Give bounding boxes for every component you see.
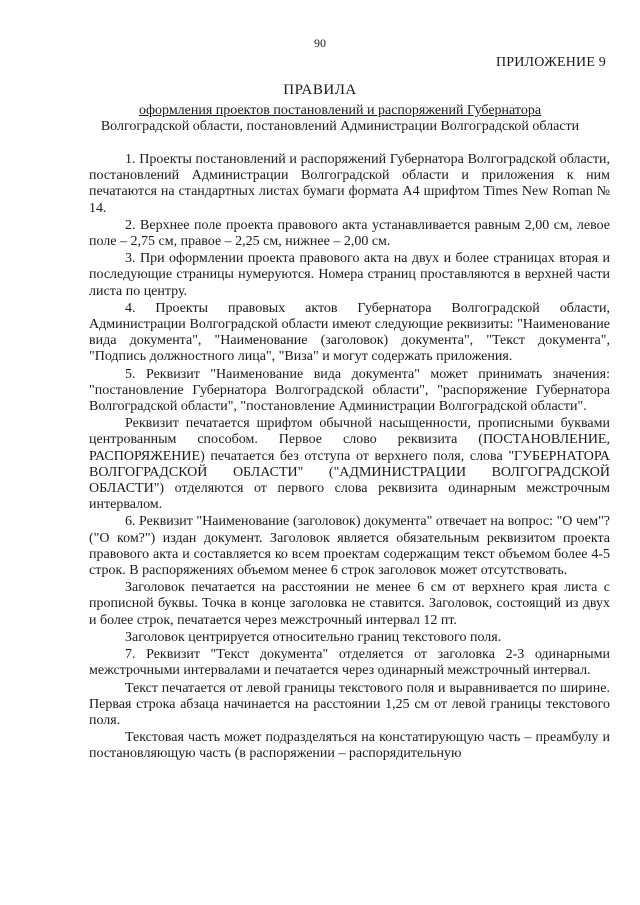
page-number: 90 — [314, 36, 326, 50]
paragraph-7: 6. Реквизит "Наименование (заголовок) документа" отвечает на вопрос: "О чем"? ("О ком?") издан документ. Заголовок является обязательным реквизитом проекта правового акта и составляется ко всем проектам содержащим текст объемом более 4-5 строк. В распоряжениях объемом менее 6 строк заголовок может отсутствовать. — [89, 514, 610, 579]
subtitle-line-2: Волгоградской области, постановлений Администрации Волгоградской области — [100, 119, 580, 134]
appendix-label: ПРИЛОЖЕНИЕ 9 — [495, 55, 606, 70]
paragraph-6: Реквизит печатается шрифтом обычной насыщенности, прописными буквами центрованным способом. Первое слово реквизита (ПОСТАНОВЛЕНИЕ, РАСПОРЯЖЕНИЕ) печатается без отступа от верхнего поля, слова "ГУБЕРНАТОРА ВОЛГОГРАДСКОЙ ОБЛАСТИ" ("АДМИНИСТРАЦИИ ВОЛГОГРАДСКОЙ ОБЛАСТИ") отделяются от первого слова реквизита одинарным межстрочным интервалом. — [89, 416, 610, 513]
document-subtitle — [60, 103, 620, 135]
paragraph-5: 5. Реквизит "Наименование вида документа" может принимать значения: "постановление Губернатора Волгоградской области", "распоряжение Губернатора Волгоградской области", "постановление Администрации Волгоградской области". — [89, 366, 610, 415]
paragraph-9: Заголовок центрируется относительно границ текстового поля. — [125, 629, 502, 645]
paragraph-8: Заголовок печатается на расстоянии не менее 6 см от верхнего края листа с прописной буквы. Точка в конце заголовка не ставится. Заголовок, состоящий из двух и более строк, печатается через межстрочный интервал 12 пт. — [89, 580, 610, 628]
document-body — [89, 152, 610, 764]
paragraph-2: 2. Верхнее поле проекта правового акта устанавливается равным 2,00 см, левое поле – 2,75 см, правое – 2,25 см, нижнее – 2,00 см. — [89, 217, 610, 250]
paragraph-12: Текстовая часть может подразделяться на констатирующую часть – преамбулу и постановляющую часть (в распоряжении – распорядительную — [89, 730, 610, 762]
paragraph-11: Текст печатается от левой границы текстового поля и выравнивается по ширине. Первая строка абзаца начинается на расстоянии 1,25 см от левой границы текстового поля. — [89, 680, 610, 728]
paragraph-4: 4. Проекты правовых актов Губернатора Волгоградской области, Администрации Волгоградской области имеют следующие реквизиты: "Наименование вида документа", "Наименование (заголовок) документа", "Текст документа", "Подпись должностного лица", "Виза" и могут содержать приложения. — [89, 300, 610, 365]
subtitle-line-1: оформления проектов постановлений и распоряжений Губернатора — [138, 103, 542, 118]
paragraph-1: 1. Проекты постановлений и распоряжений Губернатора Волгоградской области, постановлений Администрации Волгоградской области и приложения к ним печатаются на стандартных листах бумаги формата А4 шрифтом Times New Roman № 14. — [89, 152, 610, 216]
paragraph-3: 3. При оформлении проекта правового акта на двух и более страницах вторая и последующие страницы нумеруются. Номера страниц проставляются в верхней части листа по центру. — [89, 251, 610, 299]
paragraph-10: 7. Реквизит "Текст документа" отделяется от заголовка 2-3 одинарными межстрочными интервалами и печатается через одинарный межстрочный интервал. — [89, 647, 610, 679]
document-title: ПРАВИЛА — [283, 82, 357, 98]
